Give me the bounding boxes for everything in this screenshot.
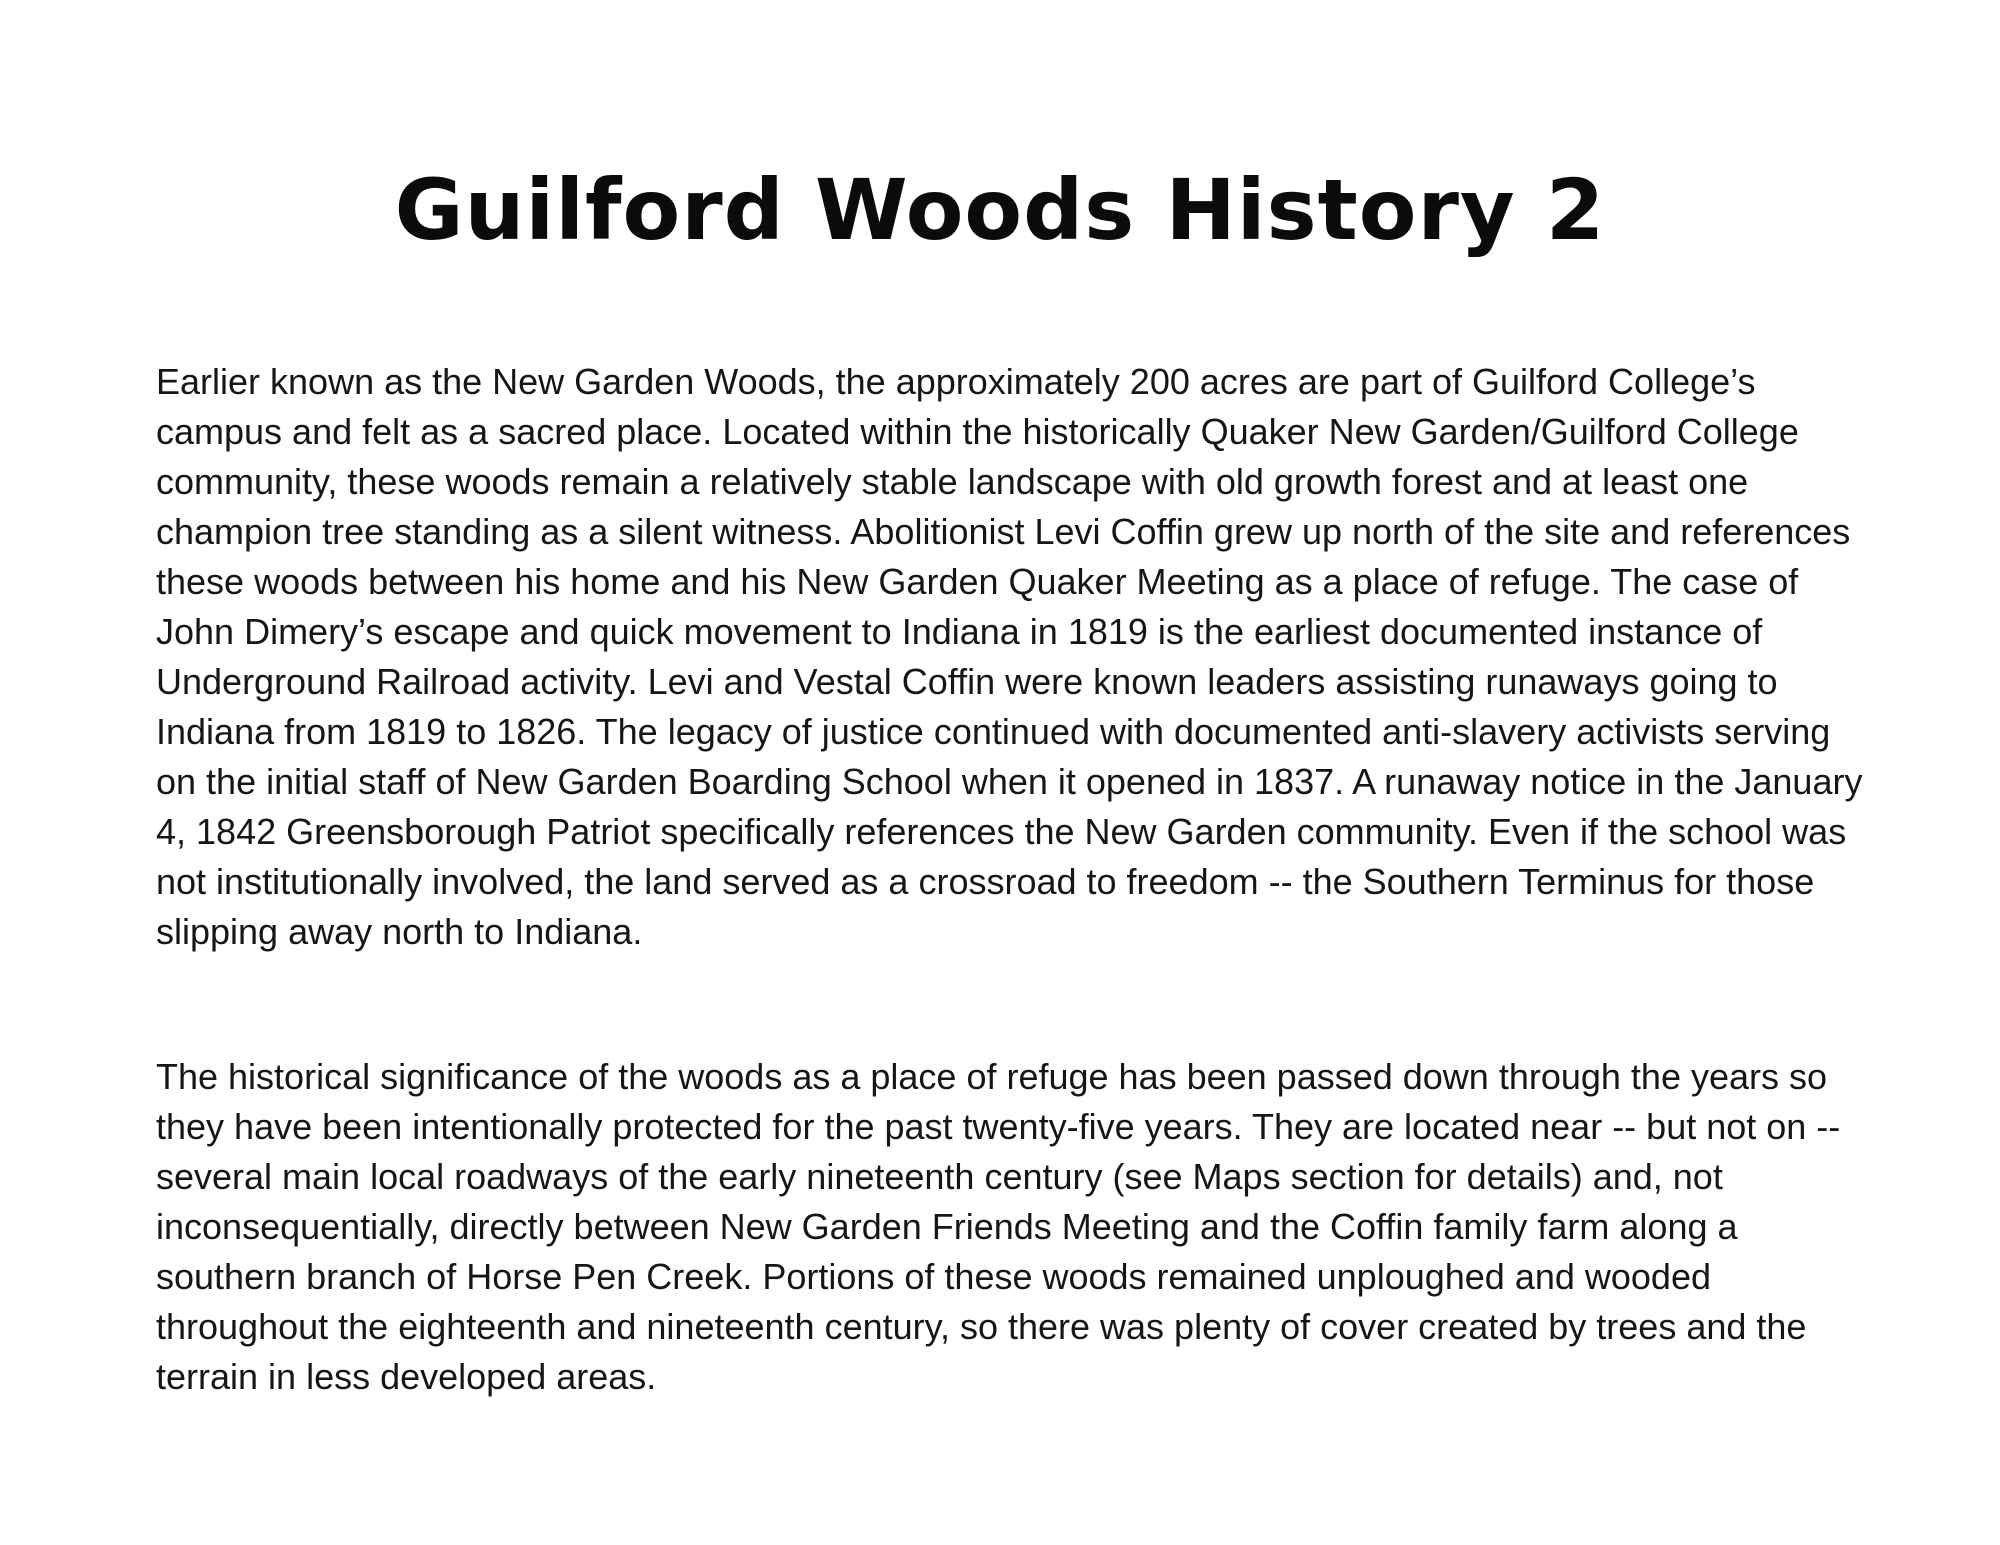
page-title: Guilford Woods History 2 [394,161,1606,259]
history-paragraph-2: The historical significance of the woods as a place of refuge has been passed down through the years so they have been intentionally protected for the past twenty-five years. They are located near -- but not on -- several main local roadways of the early nineteenth century (see Maps section for details) and, not inconsequentially, directly between New Garden Friends Meeting and the Coffin family farm along a southern branch of Horse Pen Creek. Portions of these woods remained unploughed and wooded throughout the eighteenth and nineteenth century, so there was plenty of cover created by trees and the terrain in less developed areas. [156,1056,1841,1397]
history-paragraph-1: Earlier known as the New Garden Woods, the approximately 200 acres are part of Guilford College’s campus and felt as a sacred place. Located within the historically Quaker New Garden/Guilford College community, these woods remain a relatively stable landscape with old growth forest and at least one champion tree standing as a silent witness. Abolitionist Levi Coffin grew up north of the site and references these woods between his home and his New Garden Quaker Meeting as a place of refuge. The case of John Dimery’s escape and quick movement to Indiana in 1819 is the earliest documented instance of Underground Railroad activity. Levi and Vestal Coffin were known leaders assisting runaways going to Indiana from 1819 to 1826. The legacy of justice continued with documented anti-slavery activists serving on the initial staff of New Garden Boarding School when it opened in 1837. A runaway notice in the January 4, 1842 Greensborough Patriot specifically references the New Garden community. Even if the school was not institutionally involved, the land served as a crossroad to freedom -- the Southern Terminus for those slipping away north to Indiana. [156,361,1863,952]
